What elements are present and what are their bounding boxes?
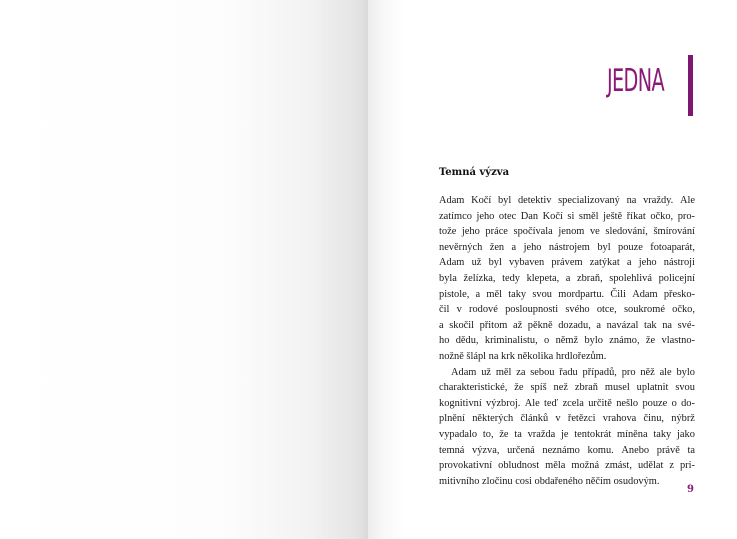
text-line: Adam už byl vybaven právem zatýkat a jeho nástroji: [439, 257, 695, 269]
text-line: byla želízka, tedy klepeta, a zbraň, spolehlivá policejní: [439, 272, 695, 284]
text-line: pistole, a měl taky svou mordpartu. Čili Adam přesko-: [439, 288, 695, 300]
text-line: Adam už měl za sebou řadu případů, pro něž ale bylo: [451, 366, 695, 378]
chapter-title: JEDNA: [606, 63, 664, 99]
text-line: nevěrných žen a jeho nástrojem byl pouze fotoaparát,: [439, 241, 695, 253]
text-line: plnění některých článků v řetězci vrahova činu, nýbrž: [439, 413, 695, 425]
body-text: [439, 193, 695, 489]
text-line: vypadalo to, že ta vražda je tentokrát míněna taky jako: [439, 428, 695, 440]
text-line: tože jeho práce spočívala jenom ve sledování, šmírování: [439, 226, 695, 238]
text-line: kognitivní výzbroj. Ale teď zcela určitě nešlo pouze o do-: [439, 397, 695, 409]
section-heading: Temná výzva: [439, 167, 510, 178]
text-line: ho dědu, kriminalistu, o němž bylo známo, že vlastno-: [439, 335, 695, 347]
page-number: 9: [687, 484, 694, 495]
text-line: zatímco jeho otec Dan Kočí si směl ještě říkat očko, pro-: [439, 210, 695, 222]
text-line: temná výzva, určená neznámo komu. Anebo právě ta: [439, 444, 695, 456]
text-line: charakteristické, že spíš než zbraň musel uplatnit svou: [439, 382, 695, 394]
chapter-bar-decoration: [688, 55, 693, 116]
text-line: Adam Kočí byl detektiv specializovaný na vraždy. Ale: [439, 195, 695, 206]
text-line: nožně šlápl na krk několika hrdlořezům.: [439, 350, 607, 362]
text-line: a skočil přitom až pěkně dozadu, a navázal tak na své-: [439, 319, 695, 331]
text-line: provokativní obludnost měla možná zmást, udělat z pri-: [439, 460, 695, 472]
text-line: čil v rodové posloupnosti svého otce, soukromé očko,: [439, 304, 695, 316]
left-page: [0, 0, 368, 539]
text-line: mitivního zločinu cosi obdařeného něčím osudovým.: [439, 475, 660, 487]
